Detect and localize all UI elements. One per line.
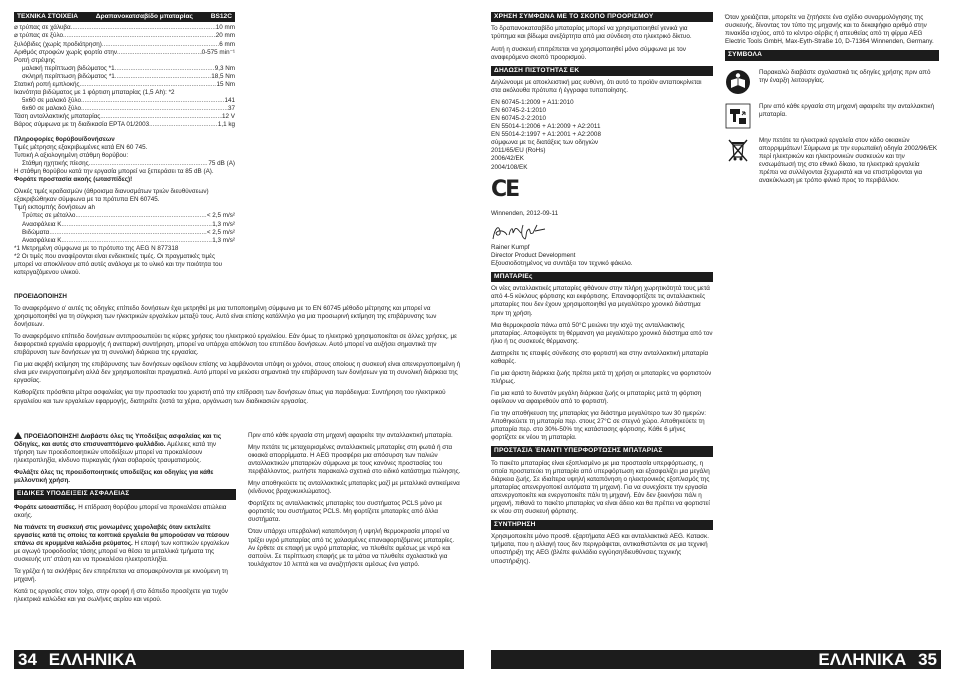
- right-column-2: [725, 14, 939, 193]
- conformity-p1: Δηλώνουμε με αποκλειστική μας ευθύνη, ότι αυτό το προϊόν ανταποκρίνεται στα ακόλουθα πρότυπα ή έγγραφα τυποποίησης.: [491, 79, 702, 95]
- ear-protection-note: Φοράτε προστασία ακοής (ωτασπίδες)!: [14, 176, 133, 184]
- remove-battery-icon: [725, 103, 751, 129]
- battery-notes-column: [248, 432, 462, 573]
- spec-row: [14, 113, 235, 121]
- vibration-emission: Τιμή εκπομπής δονήσεων ah: [14, 204, 96, 212]
- special-safety-title: ΕΙΔΙΚΕΣ ΥΠΟΔΕΙΞΕΙΣ ΑΣΦΑΛΕΙΑΣ: [14, 489, 236, 499]
- general-warning-body: Αμέλειες κατά την τήρηση των προειδοποιητικών υποδείξεων μπορεί να προκαλέσουν ηλεκτροπληξία, κίνδυνο πυρκαγιάς ή/και σοβαρούς τραυματισμούς.: [14, 441, 217, 465]
- footnote-2: *2 Οι τιμές που αναφέρονται είναι ενδεικτικές τιμές. Οι πραγματικές τιμές μπορεί να αποκλίνουν από αυτές ανάλογα με το υλικό και την ποιότητα του κατεργαζόμενου υλικού.: [14, 252, 223, 276]
- spec-row-label: Βάρος σύμφωνα με τη διαδικασία EPTA 01/2003: [14, 121, 150, 128]
- spec-header-model: BS12C: [210, 13, 232, 20]
- right-page-language: ΕΛΛΗΝΙΚΑ: [818, 650, 907, 669]
- batteries-p5: Για μια κατά το δυνατόν μεγάλη διάρκεια ζωής οι μπαταρίες μετά τη φόρτιση οφείλουν να αφαιρεθούν από το φορτιστή.: [491, 389, 702, 405]
- signatory-name: Rainer Kumpf: [491, 243, 530, 251]
- standard-item: 2004/108/EK: [491, 163, 528, 171]
- spec-header: [14, 12, 235, 22]
- warning-paragraph-2: Το αναφερόμενο επίπεδο δονήσεων αντιπροσωπεύει τις κύριες χρήσεις του ηλεκτρικού εργαλείου. Εάν όμως το ηλεκτρικό χρησιμοποιείται σε άλλες χρήσεις, με διαφορετικά εργαλεία εφαρμογής ή ανεπαρκή συντήρηση, μπορεί να υπάρχει απόκλιση του επιπέδου δονήσεων. Αυτό μπορεί να αυξήσει σημαντικά την επιβάρυνση των δονήσεων για τη συνολική διάρκεια της εργασίας.: [14, 333, 457, 357]
- special-safety-p1-bold: Φοράτε ωτοασπίδες.: [14, 503, 77, 511]
- left-page-number: 34: [18, 650, 37, 669]
- special-safety-p3: Τα γρέζια ή τα σκλήθρες δεν επιτρέπεται να απομακρύνονται με κινούμενη τη μηχανή.: [14, 568, 228, 584]
- standard-item: EN 60745-2-1:2010: [491, 107, 546, 115]
- general-warning: [14, 432, 236, 465]
- symbol-read-manual: [725, 69, 939, 95]
- battery-note-5: Όταν υπάρχει υπερβολική καταπόνηση ή υψηλή θερμοκρασία μπορεί να τρέξει υγρό μπαταρίας από τις χαλασμένες επαναφορτιζόμενες μπαταρίες. Αν έρθετε σε επαφή με υγρό μπαταρίας, να πλυθείτε αμέσως με νερό και σαπούνι. Σε περίπτωση επαφής με τα μάτια να πλυθείτε σχολαστικά για τουλάχιστον 10 λεπτά και να αναζητήσετε αμέσως ένα γιατρό.: [248, 528, 455, 568]
- batteries-p6: Για την αποθήκευση της μπαταρίας για διάστημα μεγαλύτερο των 30 ημερών: Αποθηκεύετε τη μπαταρία περ. στους 27°C σε στεγνό χώρο. Αποθηκεύετε τη μπαταρία περ. στο 30%-50% της κατάστασης φόρτισης. Κάθε 6 μήνες φορτίζετε εκ νέου τη μπαταρία.: [491, 409, 707, 442]
- spec-row: [14, 73, 235, 81]
- batteries-p3: Διατηρείτε τις επαφές σύνδεσης στο φορτιστή και στην ανταλλακτική μπαταρία καθαρές.: [491, 349, 709, 365]
- noise-title: Πληροφορίες θορύβου/δονήσεων: [14, 136, 115, 144]
- spec-row: [14, 237, 235, 245]
- intended-use-p1: Το δραπανοκατσαβίδο μπαταρίας μπορεί να χρησιμοποιηθεί γενικά για τρύπημα και βίδωμα ανεξάρτητα από μια σύνδεση στο ηλεκτρικό δίκτυο.: [491, 25, 692, 41]
- spec-row-value: 37: [227, 104, 235, 112]
- batteries-p4: Για μια άριστη διάρκεια ζωής πρέπει μετά τη χρήση οι μπαταρίες να φορτιστούν πλήρως.: [491, 369, 712, 385]
- spec-row-label: Αριθμός στροφών χωρίς φορτίο στην: [14, 48, 118, 56]
- spec-row: [14, 221, 235, 229]
- symbol-weee: [725, 137, 939, 185]
- symbol-remove-battery-text: Πριν από κάθε εργασία στη μηχανή αφαιρείτε την ανταλλακτική μπαταρία.: [759, 102, 935, 118]
- symbol-remove-battery: [725, 103, 939, 129]
- spec-row-label: μαλακή περίπτωση βιδώματος *1: [22, 64, 115, 72]
- batteries-p2: Μια θερμοκρασία πάνω από 50°C μειώνει την ισχύ της ανταλλακτικής μπαταρίας. Αποφεύγετε τη θέρμανση για μεγαλύτερο χρονικό διάστημα από τον ήλιο ή τις συσκευές θέρμανσης.: [491, 321, 713, 345]
- spec-row: [14, 65, 235, 73]
- spec-header-title: ΤΕΧΝΙΚΑ ΣΤΟΙΧΕΙΑ: [17, 13, 78, 20]
- spec-row-label: Βιδώματα: [22, 228, 50, 236]
- left-page-footer: [14, 650, 464, 669]
- overload-title: ΠΡΟΣΤΑΣΙΑ ΈΝΑΝΤΙ ΥΠΕΡΦΟΡΤΩΣΗΣ ΜΠΑΤΑΡΙΑΣ: [491, 446, 713, 456]
- noise-row-value: 75 dB (A): [208, 160, 235, 168]
- spec-row: [14, 81, 235, 89]
- maintenance-p1: Χρησιμοποιείτε μόνο προσθ. εξαρτήματα AEG και ανταλλακτικά AEG. Κατασκ. τμήματα, που η αλλαγή τους δεν περιγράφεται, αντικαθιστώνται σε μια τεχνική υποστήριξη της AEG (βλέπε φυλλάδιο εγγύηση/διευθύνσεις τεχνικής υποστήριξης).: [491, 533, 709, 565]
- general-warning-column: [14, 432, 236, 608]
- spec-row-value: 0-575 min⁻¹: [201, 48, 235, 56]
- warning-paragraph-4: Καθορίζετε πρόσθετα μέτρα ασφαλείας για την προστασία του χειριστή από την επίδραση των δονήσεων όπως για παράδειγμα: Συντήρηση του ηλεκτρικού εργαλείου και των εργαλείων εφαρμογής, διατηρείτε ζεστά τα χέρια, οργάνωση των διαδικασιών εργασίας.: [14, 389, 446, 405]
- vibration-table: [14, 212, 235, 244]
- standard-item: EN 55014-2:1997 + A1:2001 + A2:2008: [491, 131, 601, 139]
- read-manual-icon: [725, 69, 751, 95]
- warning-paragraph-3: Για μια ακριβή εκτίμηση της επιβάρυνσης των δονήσεων οφείλουν επίσης να λαμβάνονται υπόψη οι χρόνοι, στους οποίους η συσκευή είναι απενεργοποιημένη ή είναι μεν ενεργοποιημένη αλλά δεν χρησιμοποιείται πραγματικά. Αυτό μπορεί να μειώσει σημαντικά την επιβάρυνση των δονήσεων για τη συνολική διάρκεια της εργασίας.: [14, 361, 461, 385]
- noise-line-1: Τιμές μέτρησης εξακριβωμένες κατά EN 60 745.: [14, 144, 148, 152]
- spec-row-value: 1,3 m/s²: [212, 236, 235, 244]
- signatory-role: Director Product Development: [491, 251, 576, 259]
- spec-row-value: 20 mm: [215, 32, 235, 40]
- standard-item: 2011/65/EU (RoHs): [491, 147, 546, 155]
- special-safety-p1-text: Η επίδραση θορύβου μπορεί να προκαλέσει απώλεια ακοής.: [14, 503, 227, 519]
- battery-note-1: Πριν από κάθε εργασία στη μηχανή αφαιρείτε την ανταλλακτική μπαταρία.: [248, 432, 453, 439]
- right-page-number: 35: [918, 650, 937, 669]
- battery-note-2: Μην πετάτε τις μεταχειρισμένες ανταλλακτικές μπαταρίες στη φωτιά ή στα οικιακά απορρίμματα. Η AEG προσφέρει μια απόσυρση των παλιών ανταλλακτικών μπαταριών σύμφωνα με τους κανόνες προστασίας του περιβάλλοντος, ρωτήστε παρακαλώ σχετικά στο ειδικό κατάστημα πώλησης.: [248, 444, 461, 476]
- spec-header-product: Δραπανοκατσαβίδο μπαταρίας: [95, 13, 193, 20]
- spec-column: [14, 12, 235, 277]
- standard-item: 2006/42/EK: [491, 155, 524, 163]
- spec-row: [14, 121, 235, 129]
- battery-note-3: Μην αποθηκεύετε τις ανταλλακτικές μπαταρίες μαζί με μεταλλικά αντικείμενα (κίνδυνος βραχυκυκλώματος).: [248, 480, 460, 496]
- right-page-footer: [491, 650, 941, 669]
- spec-row-label: Ικανότητα βιδώματος με 1 φόρτιση μπαταρίας (1,5 Ah): *2: [14, 88, 175, 96]
- standards-list: [491, 99, 713, 171]
- right-column-1: [491, 12, 713, 570]
- spec-row-value: 6 mm: [219, 40, 235, 48]
- spec-table: [14, 24, 235, 129]
- left-page-language: ΕΛΛΗΝΙΚΑ: [48, 650, 137, 669]
- general-warning-keep: Φυλάξτε όλες τις προειδοποιητικές υποδείξεις και οδηγίες για κάθε μελλοντική χρήση.: [14, 469, 214, 485]
- maintenance-title: ΣΥΝΤΗΡΗΣΗ: [491, 520, 713, 530]
- spec-row: [14, 212, 235, 220]
- standard-item: EN 60745-1:2009 + A11:2010: [491, 99, 574, 107]
- vibration-intro: Ολικές τιμές κραδασμών (άθροισμα διανυσμάτων τριών διευθύνσεων) εξακριβώθηκαν σύμφωνα με τα πρότυπα EN 60745.: [14, 188, 209, 204]
- special-safety-p2-bold: Να πιάνετε τη συσκευή στις μονωμένες χειρολαβές όταν εκτελείτε εργασίες κατά τις οποίες τα κοπτικά εργαλεία θα μπορούσαν να πέσουν επάνω σε κρυμμένα καλώδια ρεύματος.: [14, 523, 230, 547]
- footnote-1: *1 Μετρημένη σύμφωνα με το πρότυπο της AEG N 877318: [14, 244, 179, 252]
- signature-image: [491, 221, 551, 243]
- special-safety-p2: [14, 524, 236, 564]
- spec-row-value: 18,5 Nm: [211, 72, 235, 80]
- spec-row: [14, 24, 235, 32]
- spec-row-value: 141: [224, 96, 235, 104]
- spec-row-label: Ανασφάλεια K: [22, 220, 62, 228]
- spec-row-value: 12 V: [222, 112, 235, 120]
- spec-row-label: ξυλόβιδες (χωρίς προδιάτρηση): [14, 40, 102, 48]
- spec-row: [14, 229, 235, 237]
- spec-row: [14, 57, 235, 65]
- spec-row: [14, 41, 235, 49]
- symbol-weee-text: Μην πετάτε τα ηλεκτρικά εργαλεία στον κάδο οικιακών απορριμμάτων! Σύμφωνα με την ευρωπαϊκή οδηγία 2002/96/ΕΚ περί ηλεκτρικών και ηλεκτρονικών συσκευών και την ενσωμάτωσή της στο εθνικό δίκαιο, τα ηλεκτρικά εργαλεία πρέπει να συλλέγονται ξεχωριστά και να επιστρέφονται για ανακύκλωση με τρόπο φιλικό προς το περιβάλλον.: [759, 136, 938, 184]
- spec-row-label: 5x60 σε μαλακό ξύλο: [22, 96, 81, 104]
- conformity-title: ΔΗΛΩΣΗ ΠΙΣΤΟΤΗΤΑΣ ΕΚ: [491, 66, 713, 76]
- warning-title: ΠΡΟΕΙΔΟΠΟΙΗΣΗ: [14, 293, 67, 300]
- spec-row-label: 6x60 σε μαλακό ξύλο: [22, 104, 81, 112]
- intended-use-p2: Αυτή η συσκευή επιτρέπεται να χρησιμοποιηθεί μόνο σύμφωνα με τον αναφερόμενο σκοπό προορισμού.: [491, 45, 686, 61]
- noise-line-2: Τυπική Α αξιολογημένη στάθμη θορύβου:: [14, 152, 129, 160]
- spec-row-label: Ροπή στρέψης: [14, 56, 55, 64]
- spec-row-value: < 2,5 m/s²: [206, 212, 235, 220]
- special-safety-p4: Κατά τις εργασίες στον τοίχο, στην οροφή ή στο δάπεδο προσέχετε για τυχόν ηλεκτρικά καλώδια και για σωλήνες αερίου και νερού.: [14, 588, 228, 604]
- spec-row-value: 10 mm: [215, 24, 235, 32]
- spec-row-value: 15 Nm: [216, 80, 235, 88]
- symbols-title: ΣΥΜΒΟΛΑ: [725, 50, 939, 60]
- spec-row-label: Τρύπες σε μέταλλο: [22, 212, 76, 220]
- authorized-note: Εξουσιοδοτημένος να συντάξει τον τεχνικό φάκελο.: [491, 259, 633, 267]
- special-safety-p1: [14, 504, 236, 520]
- overload-p1: Το πακέτο μπαταρίας είναι εξοπλισμένο με μια προστασία υπερφόρτωσης, η οποία προστατεύει τη μπαταρία από υπερφόρτωση και εξασφαλίζει μια μεγάλη διάρκεια ζωής. Σε ιδιαίτερα υψηλή καταπόνηση ο ηλεκτρονικός εξοπλισμός της μπαταρίας απενεργοποιεί αυτόματα τη μηχανή. Για να συνεχίσετε την εργασία απενεργοποιείτε και ενεργοποιείτε πάλι τη μηχανή. Εάν δεν ξεκινήσει πάλι η μηχανή, πιθανά το πακέτο μπαταρίας να είναι άδειο και θα πρέπει να φορτιστεί εκ νέου στη συσκευή φόρτισης.: [491, 459, 710, 515]
- spec-row-label: ⌀ τρύπας σε χάλυβα: [14, 24, 71, 32]
- warning-paragraph-1: Το αναφερόμενο ο' αυτές τις οδηγίες επίπεδο δονήσεων έχει μετρηθεί με μια τυποποιημένη σύμφωνα με το EN 60745 μέθοδο μέτρησης και μπορεί να χρησιμοποιηθεί για τη σύγκριση των ηλεκτρικών εργαλείων μεταξύ τους. Αυτό είναι επίσης κατάλληλο για μια προσωρινή εκτίμηση της επιβάρυνσης των δονήσεων.: [14, 305, 437, 329]
- spec-row-value: 1,1 kg: [217, 121, 235, 128]
- batteries-p1: Οι νέες ανταλλακτικές μπαταρίες φθάνουν στην πλήρη χωρητικότητά τους μετά από 4-5 κύκλους φόρτισης και εκφόρτισης. Επαναφορτίζετε τις ανταλλακτικές μπαταρίες που δεν έχουν χρησιμοποιηθεί για μεγαλύτερο χρονικό διάστημα πριν τη χρήση.: [491, 285, 710, 317]
- spec-row-label: Ανασφάλεια K: [22, 236, 62, 244]
- warning-section: [14, 293, 461, 410]
- batteries-title: ΜΠΑΤΑΡΙΕς: [491, 272, 713, 282]
- spec-row-value: 1,3 m/s²: [212, 220, 235, 228]
- intended-use-title: ΧΡΗΣΗ ΣΥΜΦΩΝΑ ΜΕ ΤΟ ΣΚΟΠΟ ΠΡΟΟΡΙΣΜΟΥ: [491, 12, 713, 22]
- general-warning-title: ΠΡΟΕΙΔΟΠΟΙΗΣΗ! Διαβάστε όλες τις Υποδείξεις ασφαλείας και τις Οδηγίες, και αυτές στο επισυναπτόμενο φυλλάδιο.: [14, 433, 222, 449]
- standard-item: EN 60745-2-2:2010: [491, 115, 546, 123]
- spec-row-value: < 2,5 m/s²: [206, 228, 235, 236]
- noise-uncertainty: Η στάθμη θορύβου κατά την εργασία μπορεί να ξεπεράσει τα 85 dB (A).: [14, 168, 214, 176]
- spec-row-label: σκληρή περίπτωση βιδώματος *1: [22, 72, 115, 80]
- special-safety-p2-text: Η επαφή των κοπτικών εργαλείων με αγωγό τροφοδοσίας τάσης μπορεί να θέσει τα μεταλλικά τμήματα της συσκευής υπ' στάση και να προκαλέσει ηλεκτροπληξία.: [14, 539, 230, 563]
- battery-note-4: Φορτίζετε τις ανταλλακτικές μπαταρίες του συστήματος PCLS μόνο με φορτιστές του συστήματος PCLS. Μη φορτίζετε μπαταρίες από άλλα συστήματα.: [248, 500, 443, 524]
- symbol-read-manual-text: Παρακαλώ διαβάστε σχολαστικά τις οδηγίες χρήσης πριν από την έναρξη λειτουργίας.: [759, 68, 931, 84]
- ce-mark: CE: [491, 176, 519, 202]
- service-note: Όταν χρειάζεται, μπορείτε να ζητήσετε ένα σχέδιο συναρμολόγησης της συσκευής, δίνοντας τον τύπο της μηχανής και το δεκαψήφιο αριθμό στην πινακίδα ισχύος, από το κέντρο σέρβις ή απευθείας από τη φίρμα AEG Electric Tools GmbH, Max-Eyth-Straße 10, D-71364 Winnenden, Germany.: [725, 14, 934, 46]
- spec-row: [14, 105, 235, 113]
- noise-section: [14, 136, 235, 277]
- spec-row: [14, 49, 235, 57]
- spec-row-label: Στατική ροπή εμπλοκής: [14, 80, 80, 88]
- spec-row-label: ⌀ τρύπας σε ξύλο: [14, 32, 63, 40]
- spec-row-label: Τάση ανταλλακτικής μπαταρίας: [14, 112, 101, 120]
- conformity-place-date: Winnenden, 2012-09-11: [491, 209, 559, 217]
- spec-row: [14, 89, 235, 97]
- spec-row-value: 9,3 Nm: [214, 64, 235, 72]
- standard-item: σύμφωνα με τις διατάξεις των οδηγιών: [491, 139, 599, 147]
- weee-bin-icon: [725, 137, 751, 163]
- warning-triangle-icon: [14, 432, 22, 439]
- noise-row-label: Στάθμη ηχητικής πίεσης: [22, 160, 89, 168]
- standard-item: EN 55014-1:2006 + A1:2009 + A2:2011: [491, 123, 601, 131]
- spec-row: [14, 32, 235, 40]
- spec-row: [14, 97, 235, 105]
